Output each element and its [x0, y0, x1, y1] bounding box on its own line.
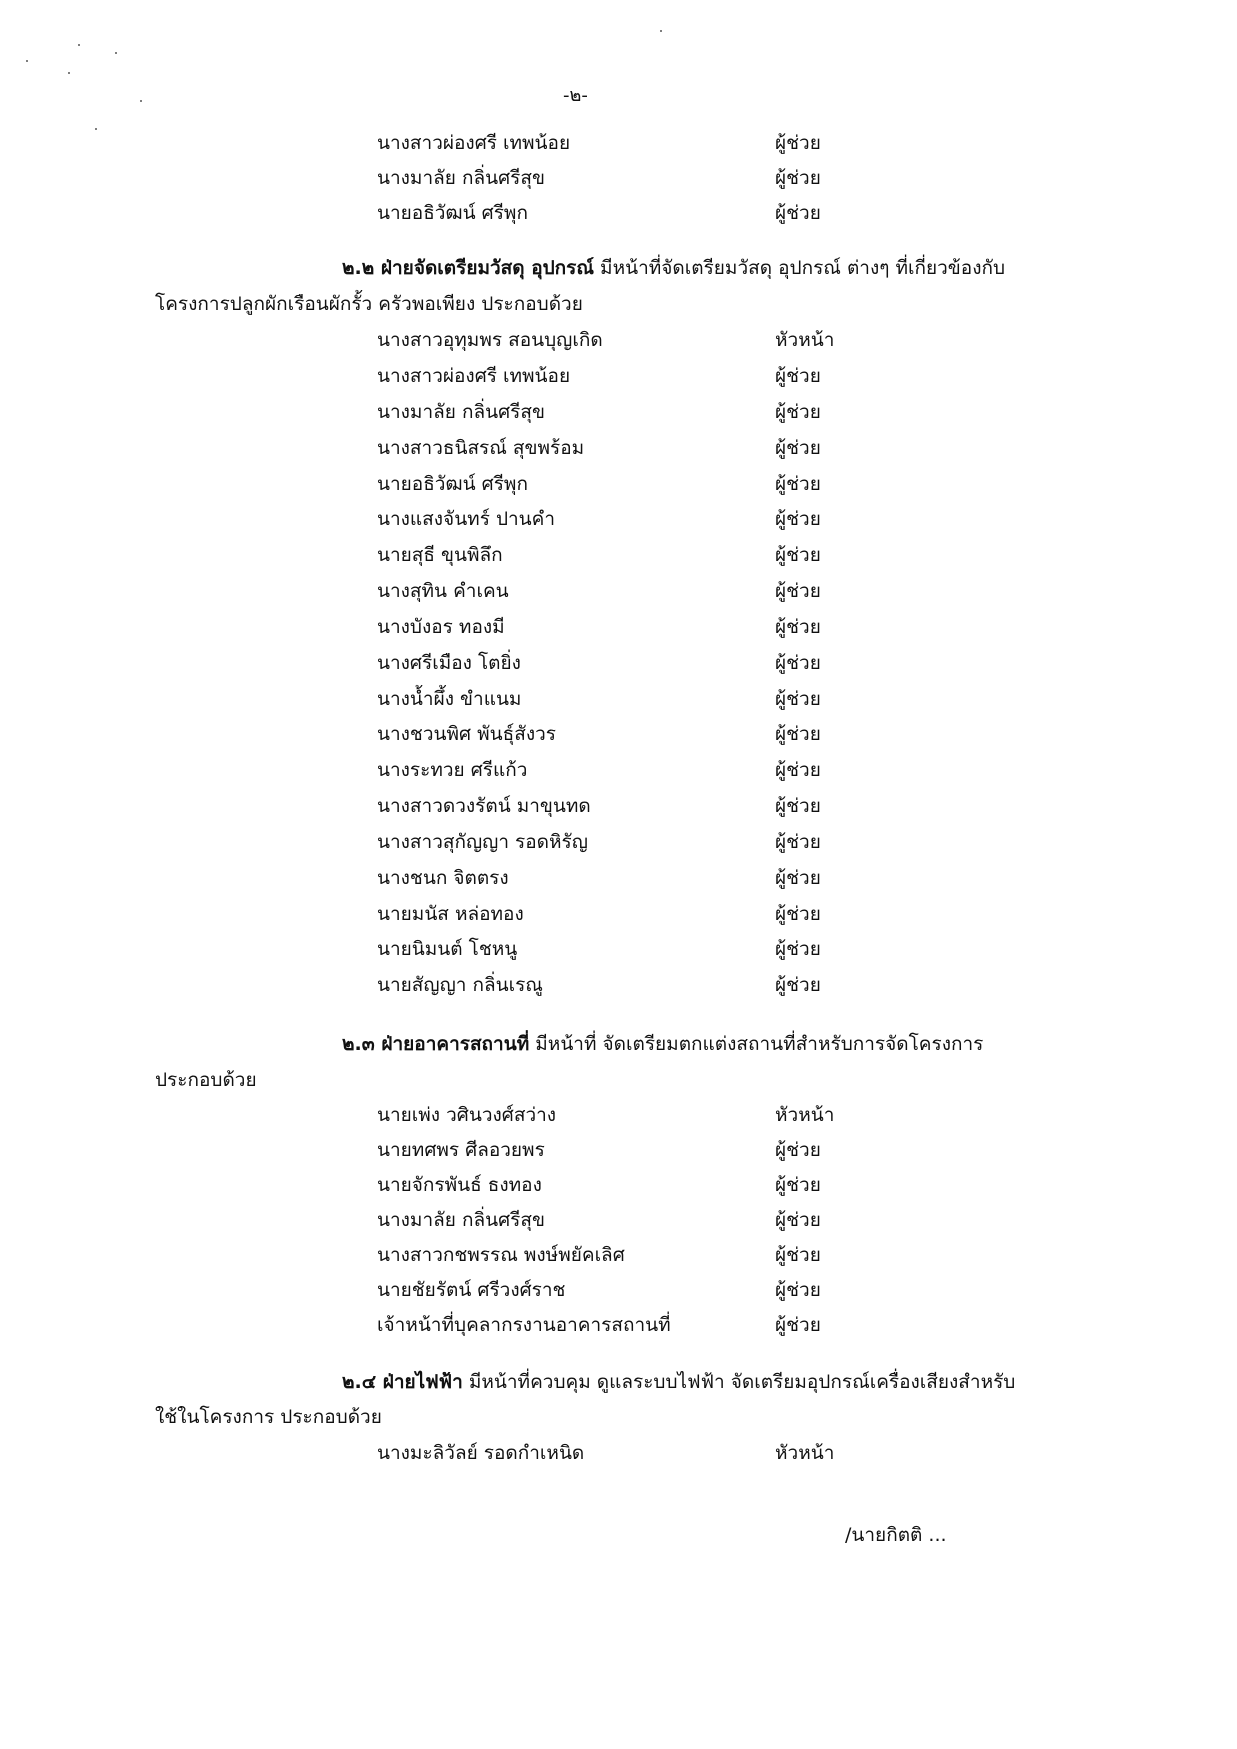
member-name: นางมาลัย กลิ่นศรีสุข — [377, 401, 545, 423]
section-continuation: ประกอบด้วย — [155, 1069, 257, 1091]
member-role: หัวหน้า — [775, 329, 835, 351]
scan-speck — [26, 60, 28, 62]
member-name: เจ้าหน้าที่บุคลากรงานอาคารสถานที่ — [377, 1314, 671, 1336]
member-role: ผู้ช่วย — [775, 132, 821, 154]
member-name: นางมาลัย กลิ่นศรีสุข — [377, 167, 545, 189]
member-role: ผู้ช่วย — [775, 1209, 821, 1231]
scan-speck — [140, 100, 142, 102]
member-role: ผู้ช่วย — [775, 437, 821, 459]
member-role: ผู้ช่วย — [775, 1174, 821, 1196]
member-name: นายเพ่ง วศินวงศ์สว่าง — [377, 1104, 557, 1126]
member-role: ผู้ช่วย — [775, 365, 821, 387]
continuation-note: /นายกิตติ ... — [845, 1524, 947, 1546]
section-heading-description: มีหน้าที่ จัดเตรียมตกแต่งสถานที่สำหรับการจัดโครงการ — [529, 1033, 984, 1055]
member-name: นางสุทิน คำเคน — [377, 580, 509, 602]
section-heading-2-2 — [342, 256, 1005, 280]
scan-speck — [78, 44, 80, 46]
member-name: นางสาวผ่องศรี เทพน้อย — [377, 132, 571, 154]
member-name: นางชนก จิตตรง — [377, 867, 509, 889]
member-name: นางสาวธนิสรณ์ สุขพร้อม — [377, 437, 585, 459]
member-name: นางมาลัย กลิ่นศรีสุข — [377, 1209, 545, 1231]
member-role: ผู้ช่วย — [775, 903, 821, 925]
member-role: ผู้ช่วย — [775, 616, 821, 638]
member-name: นายทศพร ศีลอวยพร — [377, 1139, 545, 1161]
scan-speck — [660, 30, 662, 32]
section-continuation: โครงการปลูกผักเรือนผักรั้ว ครัวพอเพียง ประกอบด้วย — [155, 293, 583, 315]
member-name: นางสาวกชพรรณ พงษ์พยัคเลิศ — [377, 1244, 625, 1266]
member-role: หัวหน้า — [775, 1442, 835, 1464]
member-role: ผู้ช่วย — [775, 938, 821, 960]
section-heading-title: ๒.๒ ฝ่ายจัดเตรียมวัสดุ อุปกรณ์ — [342, 257, 595, 279]
scan-speck — [68, 72, 70, 74]
member-role: ผู้ช่วย — [775, 508, 821, 530]
section-heading-title: ๒.๔ ฝ่ายไฟฟ้า — [342, 1371, 463, 1393]
member-role: ผู้ช่วย — [775, 473, 821, 495]
member-name: นางระทวย ศรีแก้ว — [377, 759, 528, 781]
member-role: ผู้ช่วย — [775, 652, 821, 674]
member-role: ผู้ช่วย — [775, 759, 821, 781]
member-name: นางสาวผ่องศรี เทพน้อย — [377, 365, 571, 387]
member-name: นายสุธี ขุนพิลึก — [377, 544, 503, 566]
member-name: นางแสงจันทร์ ปานคำ — [377, 508, 556, 530]
member-role: ผู้ช่วย — [775, 1314, 821, 1336]
member-role: ผู้ช่วย — [775, 580, 821, 602]
member-role: ผู้ช่วย — [775, 867, 821, 889]
member-role: ผู้ช่วย — [775, 202, 821, 224]
member-role: หัวหน้า — [775, 1104, 835, 1126]
member-role: ผู้ช่วย — [775, 795, 821, 817]
section-continuation: ใช้ในโครงการ ประกอบด้วย — [155, 1406, 382, 1428]
member-name: นายจักรพันธ์ ธงทอง — [377, 1174, 542, 1196]
member-name: นางสาวดวงรัตน์ มาขุนทด — [377, 795, 591, 817]
scan-speck — [95, 128, 97, 130]
member-name: นายมนัส หล่อทอง — [377, 903, 524, 925]
member-name: นายนิมนต์ โชหนู — [377, 938, 518, 960]
member-role: ผู้ช่วย — [775, 1244, 821, 1266]
member-role: ผู้ช่วย — [775, 1279, 821, 1301]
member-name: นางมะลิวัลย์ รอดกำเหนิด — [377, 1442, 585, 1464]
section-heading-description: มีหน้าที่ควบคุม ดูแลระบบไฟฟ้า จัดเตรียมอุปกรณ์เครื่องเสียงสำหรับ — [462, 1371, 1016, 1393]
member-name: นางสาวอุทุมพร สอนบุญเกิด — [377, 329, 603, 351]
member-name: นางศรีเมือง โตยิ่ง — [377, 652, 521, 674]
section-heading-2-4 — [342, 1370, 1015, 1394]
member-role: ผู้ช่วย — [775, 544, 821, 566]
section-heading-title: ๒.๓ ฝ่ายอาคารสถานที่ — [342, 1033, 530, 1055]
member-name: นางน้ำผึ้ง ขำแนม — [377, 688, 522, 710]
scan-speck — [115, 52, 117, 54]
member-name: นางบังอร ทองมี — [377, 616, 505, 638]
member-role: ผู้ช่วย — [775, 723, 821, 745]
member-name: นายอธิวัฒน์ ศรีพุก — [377, 202, 528, 224]
section-heading-2-3 — [342, 1032, 983, 1056]
section-heading-description: มีหน้าที่จัดเตรียมวัสดุ อุปกรณ์ ต่างๆ ที่เกี่ยวข้องกับ — [594, 257, 1006, 279]
member-name: นายอธิวัฒน์ ศรีพุก — [377, 473, 528, 495]
member-name: นายสัญญา กลิ่นเรณู — [377, 974, 543, 996]
member-role: ผู้ช่วย — [775, 1139, 821, 1161]
page-number: -๒- — [563, 85, 588, 106]
member-role: ผู้ช่วย — [775, 831, 821, 853]
member-name: นายชัยรัตน์ ศรีวงศ์ราช — [377, 1279, 566, 1301]
member-role: ผู้ช่วย — [775, 167, 821, 189]
member-role: ผู้ช่วย — [775, 401, 821, 423]
member-role: ผู้ช่วย — [775, 688, 821, 710]
member-name: นางชวนพิศ พันธุ์สังวร — [377, 723, 556, 745]
member-role: ผู้ช่วย — [775, 974, 821, 996]
member-name: นางสาวสุกัญญา รอดหิรัญ — [377, 831, 588, 853]
